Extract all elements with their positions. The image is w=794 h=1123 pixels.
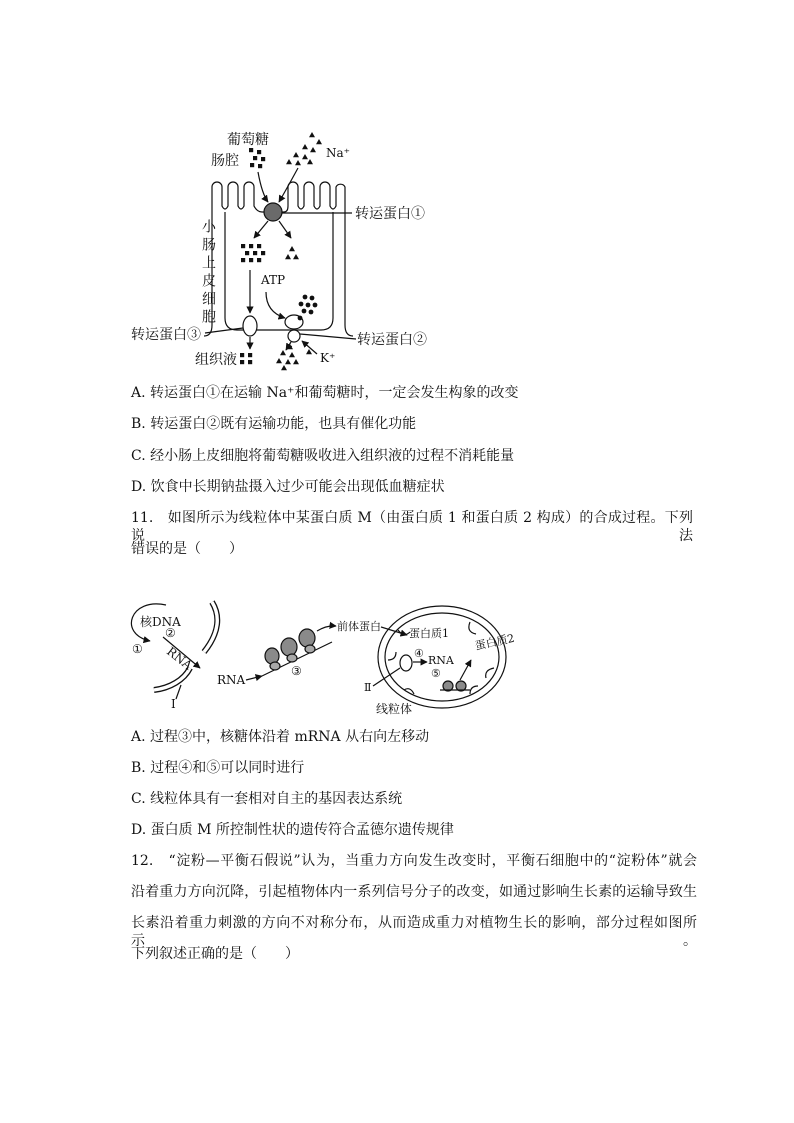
na-cell-cluster <box>285 246 299 259</box>
transport-diagram <box>204 168 356 354</box>
glucose-particle <box>261 251 265 255</box>
na-particle <box>287 344 293 349</box>
step-2-label: ② <box>165 626 176 640</box>
k-particle <box>313 303 318 308</box>
k-particle <box>302 309 307 314</box>
ribosome-large-subunit <box>265 648 279 664</box>
glucose-particle <box>250 163 254 167</box>
mt-ribosome <box>443 681 453 691</box>
q12-stem-line-4: 下列叙述正确的是（ ） <box>131 946 299 962</box>
mark-ii-label: Ⅱ <box>364 681 372 694</box>
import-arrow <box>381 627 407 635</box>
precursor-protein-label: 前体蛋白 <box>337 620 381 633</box>
k-particle <box>310 296 315 301</box>
na-particle <box>295 160 301 165</box>
glucose-particle <box>249 148 253 152</box>
protein-2-label: 蛋白质2 <box>473 631 516 653</box>
na-release-arrow <box>279 221 291 238</box>
transporter-2-lower <box>288 330 300 342</box>
na-particle <box>289 246 295 251</box>
lumen-label: 肠腔 <box>211 153 239 169</box>
na-particle <box>307 159 313 164</box>
rna-strand-upper-inner <box>204 602 217 652</box>
na-particle <box>289 352 295 357</box>
ribosome <box>299 629 315 653</box>
na-particle <box>293 152 299 157</box>
atp-arrow <box>266 292 285 318</box>
k-ion-label: K⁺ <box>320 351 336 365</box>
glucose-particle <box>249 258 253 262</box>
na-tissue-cluster <box>276 344 312 370</box>
glucose-cell-cluster <box>241 244 265 262</box>
transporter-2-label: 转运蛋白② <box>357 332 427 348</box>
glucose-particle <box>257 150 261 154</box>
q12-stem-line-2: 沿着重力方向沉降，引起植物体内一系列信号分子的改变，如通过影响生长素的运输导致生 <box>131 884 697 900</box>
glucose-particle <box>253 251 257 255</box>
transporter-1-label: 转运蛋白① <box>355 206 425 222</box>
step-5-label: ⑤ <box>431 667 441 680</box>
na-entry-arrow <box>279 168 298 202</box>
mt-rna-label: RNA <box>428 654 454 667</box>
glucose-tissue-cluster <box>240 353 252 364</box>
glucose-particle <box>241 244 245 248</box>
mitochondrion-label: 线粒体 <box>376 702 413 716</box>
k-entry-arrow <box>302 341 317 354</box>
glucose-particle <box>245 251 249 255</box>
na-particle <box>286 159 292 164</box>
q12-stem-line-1: 12. “淀粉—平衡石假说”认为，当重力方向发生改变时，平衡石细胞中的“淀粉体”就会 <box>131 853 697 869</box>
q11-option-b: B. 过程④和⑤可以同时进行 <box>131 760 305 776</box>
na-exit-arrow <box>286 342 291 350</box>
ribosome-small-subunit <box>270 662 280 670</box>
apical-membrane-microvilli <box>212 182 345 325</box>
mitochondrial-dna <box>400 655 412 671</box>
q11-option-d: D. 蛋白质 M 所控制性状的遗传符合孟德尔遗传规律 <box>131 822 454 838</box>
glucose-particle <box>257 244 261 248</box>
k-particle <box>298 316 303 321</box>
transporter-3-label: 转运蛋白③ <box>131 327 201 343</box>
glucose-label: 葡萄糖 <box>227 132 269 148</box>
na-particle <box>280 350 286 355</box>
ribosome <box>281 638 297 662</box>
glucose-particle <box>258 164 262 168</box>
na-particle <box>309 132 315 137</box>
glucose-particle <box>248 353 252 357</box>
glucose-particle <box>257 258 261 262</box>
glucose-particle <box>240 353 244 357</box>
transporter-2-leader <box>300 334 356 339</box>
k-cell-cluster <box>298 295 318 321</box>
lateral-membrane-right <box>321 212 333 330</box>
step-3-label: ③ <box>291 664 302 678</box>
ribosome-large-subunit <box>299 629 315 647</box>
glucose-particle <box>261 157 265 161</box>
transporter-3-leader <box>205 328 243 333</box>
na-particle <box>293 254 299 259</box>
q11-option-a: A. 过程③中，核糖体沿着 mRNA 从右向左移动 <box>131 729 430 745</box>
na-particle <box>285 359 291 364</box>
transporter-1-shape <box>264 203 282 221</box>
na-particle <box>302 154 308 159</box>
na-particle <box>310 147 316 152</box>
k-particle <box>309 310 314 315</box>
tissue-fluid-label: 组织液 <box>195 352 237 368</box>
ribosome-small-subunit <box>305 645 315 653</box>
mt-translation-arrow <box>460 660 471 680</box>
ribosome-large-subunit <box>281 638 297 656</box>
q11-stem-line-2: 错误的是（ ） <box>131 541 243 557</box>
na-particle <box>285 254 291 259</box>
q10-option-b: B. 转运蛋白②既有运输功能，也具有催化功能 <box>131 416 417 432</box>
glucose-particle <box>248 360 252 364</box>
k-particle <box>303 295 308 300</box>
mark-i-label: Ⅰ <box>171 697 176 711</box>
q10-option-a: A. 转运蛋白①在运输 Na⁺和葡萄糖时，一定会发生构象的改变 <box>131 385 519 401</box>
ribosome-small-subunit <box>287 654 297 662</box>
mark-ii-leader <box>373 668 400 686</box>
q11-stem-line-1: 11. 如图所示为线粒体中某蛋白质 M（由蛋白质 1 和蛋白质 2 构成）的合成过程。下列说法 <box>131 510 693 544</box>
transporter-2-upper <box>285 315 303 329</box>
mt-ribosome <box>456 681 466 691</box>
na-particle <box>302 144 308 149</box>
glucose-particle <box>249 244 253 248</box>
atp-label: ATP <box>261 273 286 287</box>
na-ion-label: Na⁺ <box>326 146 350 160</box>
step-4-label: ④ <box>414 647 424 660</box>
nuclear-dna-label: 核DNA <box>140 615 181 629</box>
rna-export-arrow <box>246 676 262 680</box>
rna-strand-upper <box>204 602 217 652</box>
lateral-membrane-left <box>225 212 237 330</box>
glucose-entry-arrow <box>258 172 268 202</box>
q10-option-d: D. 饮食中长期钠盐摄入过少可能会出现低血糖症状 <box>131 479 445 495</box>
protein-1-label: 蛋白质1 <box>409 627 449 640</box>
na-particle <box>276 358 282 363</box>
cell-label: 小肠上皮细胞 <box>200 219 216 327</box>
rna-label: RNA <box>217 673 246 687</box>
k-particle <box>299 302 304 307</box>
transporter-3-shape <box>243 316 257 336</box>
neighbor-cell-right-bottom <box>345 325 353 336</box>
glucose-particle <box>241 258 245 262</box>
ribosome <box>265 648 280 670</box>
na-particle <box>316 139 322 144</box>
na-lumen-cluster <box>286 132 322 165</box>
q11-option-c: C. 线粒体具有一套相对自主的基因表达系统 <box>131 791 403 807</box>
glucose-release-arrow <box>254 221 268 238</box>
na-particle <box>281 365 287 370</box>
mark-i-leader <box>176 685 181 699</box>
rna-label-diagonal: RNA <box>163 644 195 673</box>
q10-option-c: C. 经小肠上皮细胞将葡萄糖吸收进入组织液的过程不消耗能量 <box>131 448 515 464</box>
q12-stem-line-3: 长素沿着重力刺激的方向不对称分布，从而造成重力对植物生长的影响，部分过程如图所示。 <box>131 915 697 949</box>
glucose-particle <box>240 360 244 364</box>
k-particle <box>306 349 312 354</box>
precursor-arrow <box>317 626 336 631</box>
na-particle <box>293 359 299 364</box>
glucose-lumen-cluster <box>249 148 265 168</box>
step-1-label: ① <box>132 642 143 656</box>
k-particle <box>306 303 311 308</box>
glucose-particle <box>253 156 257 160</box>
